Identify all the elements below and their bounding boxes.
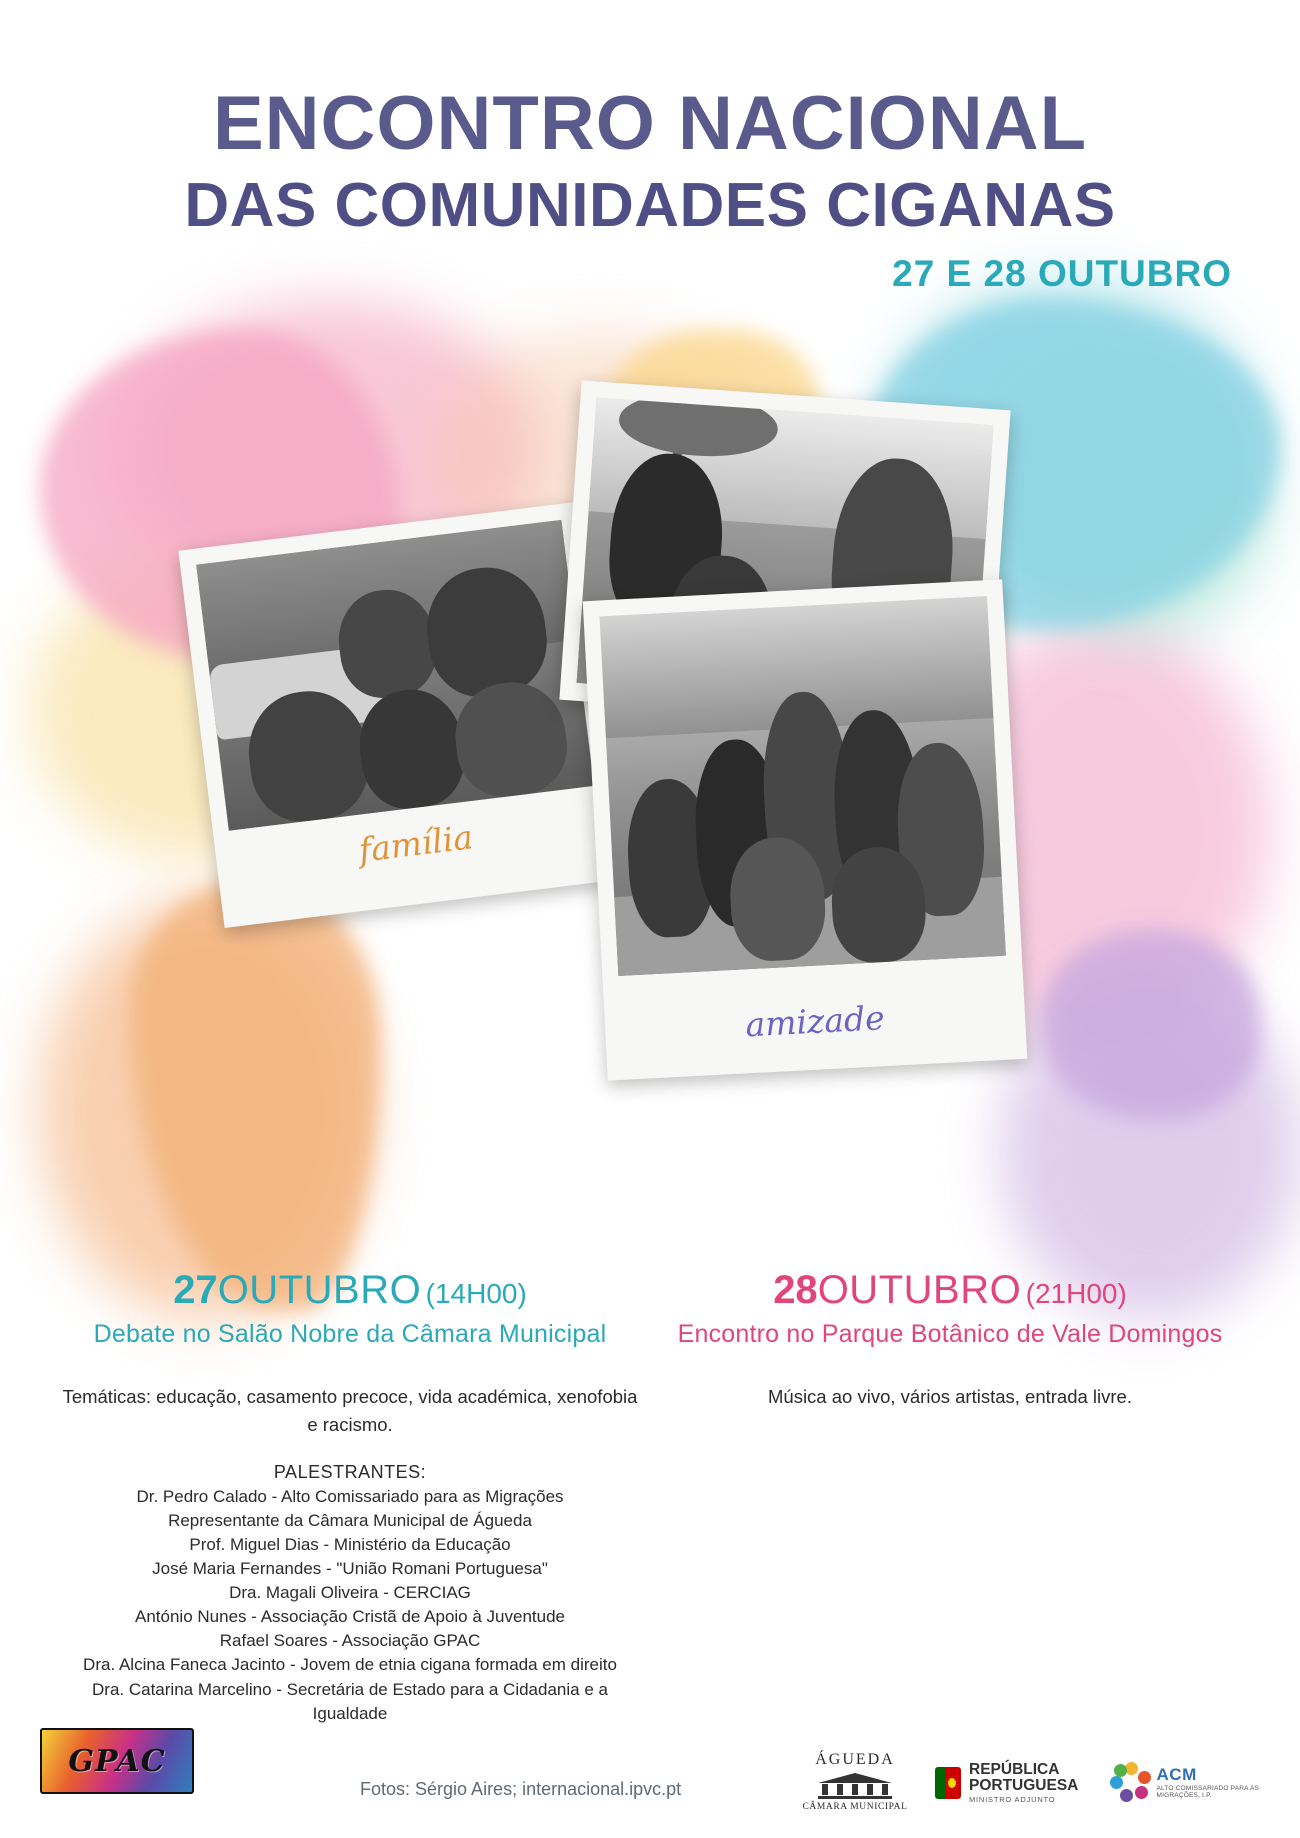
event-28-month: OUTUBRO bbox=[817, 1268, 1022, 1312]
list-item: Rafael Soares - Associação GPAC bbox=[219, 1631, 481, 1651]
list-item: António Nunes - Associação Cristã de Apoio à Juventude bbox=[135, 1607, 565, 1627]
page-subtitle: DAS COMUNIDADES CIGANAS bbox=[184, 171, 1116, 240]
logo-acm bbox=[1110, 1762, 1300, 1802]
event-27-body bbox=[60, 1383, 640, 1726]
logo-republica-line1: REPÚBLICA bbox=[969, 1760, 1060, 1778]
logo-republica-portuguesa bbox=[935, 1762, 1095, 1804]
logo-republica-sub: MINISTRO ADJUNTO bbox=[969, 1795, 1056, 1805]
event-27-speakers-list bbox=[60, 1485, 640, 1726]
event-27-lead: Temáticas: educação, casamento precoce, vida académica, xenofobia e racismo. bbox=[62, 1386, 638, 1435]
event-27-october bbox=[60, 1270, 640, 1726]
list-item: Dr. Pedro Calado - Alto Comissariado para as Migrações bbox=[136, 1486, 564, 1506]
poster-header bbox=[0, 0, 1300, 295]
event-27-day: 27 bbox=[173, 1268, 218, 1312]
list-item: José Maria Fernandes - "União Romani Portuguesa" bbox=[152, 1558, 548, 1578]
event-28-heading bbox=[650, 1270, 1250, 1310]
list-item: Dra. Magali Oliveira - CERCIAG bbox=[229, 1583, 471, 1603]
event-28-lead: Música ao vivo, vários artistas, entrada livre. bbox=[768, 1386, 1132, 1407]
event-27-heading bbox=[60, 1270, 640, 1310]
portugal-flag-icon bbox=[935, 1767, 961, 1799]
list-item: Representante da Câmara Municipal de Águeda bbox=[168, 1510, 532, 1530]
building-icon bbox=[818, 1773, 892, 1799]
event-27-speakers-label: PALESTRANTES: bbox=[273, 1461, 427, 1482]
logo-agueda-subtitle: CÂMARA MUNICIPAL bbox=[802, 1802, 908, 1812]
event-28-day: 28 bbox=[773, 1268, 818, 1312]
logo-gpac-text: GPAC bbox=[68, 1743, 166, 1779]
event-dates: 27 E 28 OUTUBRO bbox=[892, 253, 1232, 295]
photo-caption-familia: família bbox=[356, 817, 475, 870]
logo-acm-name: ACM bbox=[1156, 1765, 1197, 1784]
event-27-subtitle: Debate no Salão Nobre da Câmara Municipal bbox=[93, 1320, 607, 1348]
event-28-body bbox=[650, 1383, 1250, 1411]
list-item: Prof. Miguel Dias - Ministério da Educação bbox=[189, 1534, 511, 1554]
event-27-hour: (14H00) bbox=[425, 1278, 527, 1309]
photo-collage bbox=[0, 395, 1300, 1265]
logo-gpac bbox=[40, 1728, 194, 1794]
photo-credit: Fotos: Sérgio Aires; internacional.ipvc.pt bbox=[360, 1779, 682, 1799]
list-item: Dra. Alcina Faneca Jacinto - Jovem de etnia cigana formada em direito bbox=[83, 1655, 617, 1675]
event-28-subtitle: Encontro no Parque Botânico de Vale Domingos bbox=[677, 1320, 1223, 1348]
logo-acm-sub: ALTO COMISSARIADO PARA AS MIGRAÇÕES, I.P. bbox=[1156, 1785, 1260, 1799]
acm-mark-icon bbox=[1110, 1762, 1150, 1802]
logo-republica-text bbox=[969, 1762, 1078, 1804]
polaroid-familia bbox=[178, 502, 621, 928]
logo-republica-line2: PORTUGUESA bbox=[969, 1776, 1079, 1794]
poster-footer bbox=[0, 1708, 1300, 1838]
logo-agueda bbox=[800, 1751, 910, 1812]
event-28-october bbox=[650, 1270, 1250, 1411]
photo-amizade bbox=[600, 596, 1006, 976]
photo-caption-amizade: amizade bbox=[744, 998, 886, 1045]
event-27-month: OUTUBRO bbox=[217, 1268, 422, 1312]
event-28-hour: (21H00) bbox=[1025, 1278, 1127, 1309]
polaroid-amizade bbox=[583, 579, 1028, 1080]
photo-familia bbox=[196, 520, 594, 831]
list-item: Dra. Catarina Marcelino - Secretária de Estado para a Cidadania e a Igualdade bbox=[92, 1679, 608, 1723]
page-title: ENCONTRO NACIONAL bbox=[212, 81, 1088, 166]
logo-acm-text bbox=[1157, 1765, 1300, 1799]
logo-agueda-name: ÁGUEDA bbox=[815, 1751, 895, 1768]
